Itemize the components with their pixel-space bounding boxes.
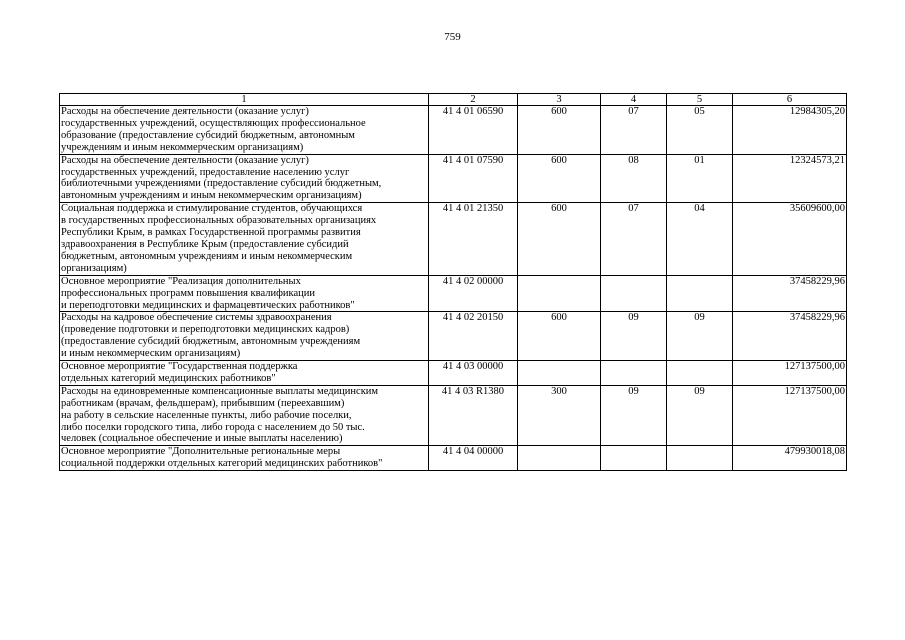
column-header: 5 xyxy=(667,94,733,106)
description-cell: Расходы на обеспечение деятельности (оказание услуг) государственных учреждений, осуществляющих профессиональное образование (предоставление субсидий бюджетным, автономным учреждениям и иным некоммерческим организациям) xyxy=(60,106,429,155)
subsection-cell: 09 xyxy=(667,312,733,361)
section-cell: 07 xyxy=(601,203,667,275)
amount-cell: 37458229,96 xyxy=(733,275,847,312)
subsection-cell xyxy=(667,446,733,471)
subsection-cell: 05 xyxy=(667,106,733,155)
description-cell: Расходы на кадровое обеспечение системы здравоохранения (проведение подготовки и переподготовки медицинских кадров) (предоставление субсидий бюджетным, автономным учреждениям и иным некоммерческим организациям) xyxy=(60,312,429,361)
table-row xyxy=(60,361,847,386)
amount-cell: 479930018,08 xyxy=(733,446,847,471)
section-cell xyxy=(601,275,667,312)
target-code-cell: 41 4 03 00000 xyxy=(429,361,518,386)
expense-type-cell: 600 xyxy=(518,154,601,203)
column-header: 6 xyxy=(733,94,847,106)
description-cell: Социальная поддержка и стимулирование студентов, обучающихся в государственных профессиональных образовательных организациях Республики Крым, в рамках Государственной программы развития здравоохранения в Республике Крым (предоставление субсидий бюджетным, автономным учреждениям и иным некоммерческим организациям) xyxy=(60,203,429,275)
target-code-cell: 41 4 02 00000 xyxy=(429,275,518,312)
subsection-cell: 04 xyxy=(667,203,733,275)
subsection-cell xyxy=(667,275,733,312)
section-cell xyxy=(601,361,667,386)
target-code-cell: 41 4 01 21350 xyxy=(429,203,518,275)
section-cell: 09 xyxy=(601,385,667,446)
expense-type-cell: 600 xyxy=(518,106,601,155)
budget-table xyxy=(59,93,847,471)
table-header-row xyxy=(60,94,847,106)
target-code-cell: 41 4 02 20150 xyxy=(429,312,518,361)
description-cell: Основное мероприятие "Государственная поддержка отдельных категорий медицинских работников" xyxy=(60,361,429,386)
page-number: 759 xyxy=(444,31,461,43)
subsection-cell: 09 xyxy=(667,385,733,446)
section-cell xyxy=(601,446,667,471)
amount-cell: 12324573,21 xyxy=(733,154,847,203)
section-cell: 08 xyxy=(601,154,667,203)
target-code-cell: 41 4 01 07590 xyxy=(429,154,518,203)
description-cell: Расходы на единовременные компенсационные выплаты медицинским работникам (врачам, фельдшерам), прибывшим (переехавшим) на работу в сельские населенные пункты, либо рабочие поселки, либо поселки городского типа, либо города с населением до 50 тыс. человек (социальное обеспечение и иные выплаты населению) xyxy=(60,385,429,446)
expense-type-cell: 600 xyxy=(518,312,601,361)
description-cell: Расходы на обеспечение деятельности (оказание услуг) государственных учреждений, предоставление населению услуг библиотечными учреждениями (предоставление субсидий бюджетным, автономным учреждениям и иным некоммерческим организациям) xyxy=(60,154,429,203)
column-header: 2 xyxy=(429,94,518,106)
target-code-cell: 41 4 04 00000 xyxy=(429,446,518,471)
table-row xyxy=(60,106,847,155)
target-code-cell: 41 4 03 R1380 xyxy=(429,385,518,446)
expense-type-cell: 300 xyxy=(518,385,601,446)
table-row xyxy=(60,385,847,446)
expense-type-cell xyxy=(518,275,601,312)
amount-cell: 37458229,96 xyxy=(733,312,847,361)
section-cell: 09 xyxy=(601,312,667,361)
amount-cell: 35609600,00 xyxy=(733,203,847,275)
subsection-cell: 01 xyxy=(667,154,733,203)
column-header: 1 xyxy=(60,94,429,106)
expense-type-cell xyxy=(518,361,601,386)
expense-type-cell: 600 xyxy=(518,203,601,275)
amount-cell: 127137500,00 xyxy=(733,361,847,386)
amount-cell: 127137500,00 xyxy=(733,385,847,446)
table-row xyxy=(60,312,847,361)
table-row xyxy=(60,275,847,312)
description-cell: Основное мероприятие "Реализация дополнительных профессиональных программ повышения квалификации и переподготовки медицинских и фармацевтических работников" xyxy=(60,275,429,312)
description-cell: Основное мероприятие "Дополнительные региональные меры социальной поддержки отдельных категорий медицинских работников" xyxy=(60,446,429,471)
subsection-cell xyxy=(667,361,733,386)
expense-type-cell xyxy=(518,446,601,471)
table-row xyxy=(60,203,847,275)
column-header: 3 xyxy=(518,94,601,106)
table-body xyxy=(60,106,847,471)
column-header: 4 xyxy=(601,94,667,106)
table-row xyxy=(60,446,847,471)
target-code-cell: 41 4 01 06590 xyxy=(429,106,518,155)
amount-cell: 12984305,20 xyxy=(733,106,847,155)
table-row xyxy=(60,154,847,203)
section-cell: 07 xyxy=(601,106,667,155)
